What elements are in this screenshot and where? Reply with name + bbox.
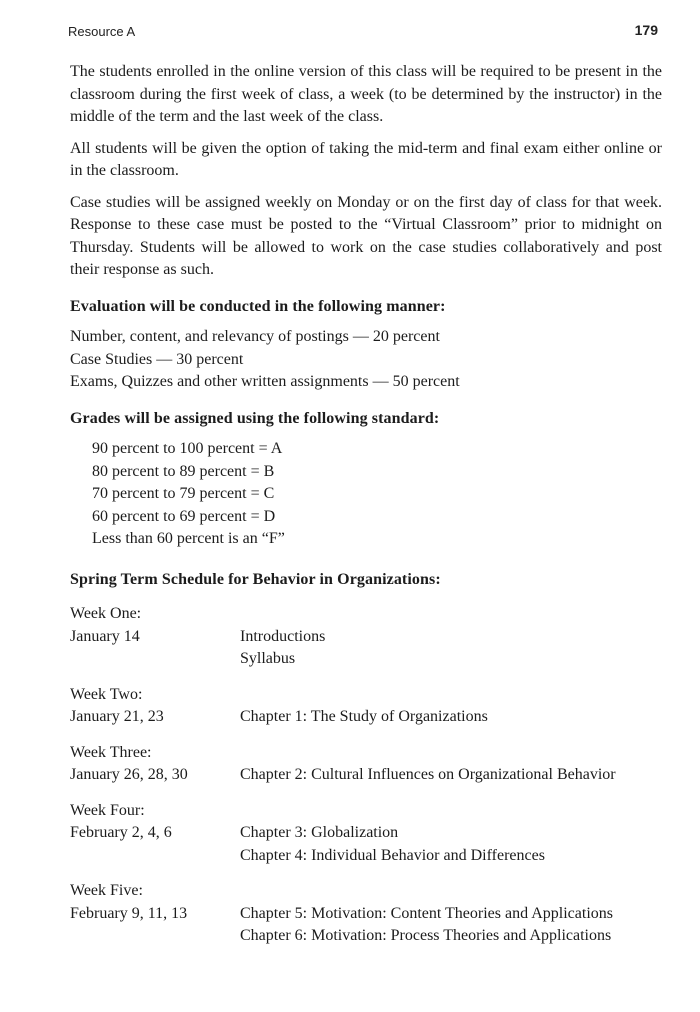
topic-item: Chapter 4: Individual Behavior and Differences bbox=[240, 846, 545, 864]
grade-item: 60 percent to 69 percent = D bbox=[92, 507, 276, 525]
paragraph-attendance: The students enrolled in the online version of this class will be required to be present in the classroom during the first week of class, a week (to be determined by the instructor) in the middle of the term and the last week of the class. bbox=[70, 63, 662, 125]
topic-item: Chapter 6: Motivation: Process Theories and Applications bbox=[240, 927, 612, 944]
schedule-table bbox=[70, 603, 662, 948]
grades-heading: Grades will be assigned using the following standard: bbox=[70, 409, 440, 427]
grade-item: Less than 60 percent is an “F” bbox=[92, 530, 285, 547]
paragraph-case-studies: Case studies will be assigned weekly on Monday or on the first day of class for that week. Response to these case must be posted to the “Virtual Classroom” prior to midnight on Thursday. Students will be allowed to work on the case studies collaboratively and post their response as such. bbox=[70, 193, 662, 278]
week-topics bbox=[240, 706, 662, 729]
week-dates: January 14 bbox=[70, 627, 140, 645]
grade-item: 80 percent to 89 percent = B bbox=[92, 462, 275, 480]
schedule-week bbox=[70, 603, 662, 671]
running-head: Resource A bbox=[68, 24, 136, 39]
page-number: 179 bbox=[634, 22, 658, 38]
week-label: Week Three: bbox=[70, 743, 152, 761]
topic-item: Chapter 5: Motivation: Content Theories and Applications bbox=[240, 904, 613, 922]
grade-item: 90 percent to 100 percent = A bbox=[92, 440, 283, 457]
evaluation-item: Number, content, and relevancy of postings — 20 percent bbox=[70, 328, 440, 345]
week-topics bbox=[240, 822, 662, 867]
week-label: Week Two: bbox=[70, 685, 143, 703]
topic-item: Chapter 2: Cultural Influences on Organizational Behavior bbox=[240, 766, 616, 783]
evaluation-list bbox=[70, 326, 662, 394]
evaluation-item: Case Studies — 30 percent bbox=[70, 350, 244, 368]
topic-item: Chapter 3: Globalization bbox=[240, 824, 399, 841]
week-label: Week One: bbox=[70, 605, 142, 622]
week-label: Week Four: bbox=[70, 801, 145, 819]
grade-item: 70 percent to 79 percent = C bbox=[92, 485, 275, 502]
topic-item: Chapter 1: The Study of Organizations bbox=[240, 708, 488, 725]
page-body bbox=[70, 61, 662, 961]
schedule-week bbox=[70, 684, 662, 729]
week-dates: January 21, 23 bbox=[70, 708, 164, 725]
schedule-week bbox=[70, 880, 662, 948]
schedule-heading: Spring Term Schedule for Behavior in Organizations: bbox=[70, 570, 441, 588]
week-label: Week Five: bbox=[70, 882, 143, 899]
week-topics bbox=[240, 626, 662, 671]
week-dates: February 9, 11, 13 bbox=[70, 904, 188, 922]
evaluation-heading: Evaluation will be conducted in the following manner: bbox=[70, 297, 446, 315]
paragraph-exams: All students will be given the option of taking the mid-term and final exam either online or in the classroom. bbox=[70, 139, 662, 179]
week-dates: February 2, 4, 6 bbox=[70, 824, 172, 841]
schedule-week bbox=[70, 742, 662, 787]
week-topics bbox=[240, 764, 662, 787]
week-dates: January 26, 28, 30 bbox=[70, 766, 188, 783]
grades-list bbox=[92, 438, 662, 551]
evaluation-item: Exams, Quizzes and other written assignments — 50 percent bbox=[70, 373, 460, 390]
week-topics bbox=[240, 903, 662, 948]
page-header bbox=[0, 0, 700, 50]
topic-item: Introductions bbox=[240, 627, 326, 645]
topic-item: Syllabus bbox=[240, 650, 296, 667]
schedule-week bbox=[70, 800, 662, 868]
